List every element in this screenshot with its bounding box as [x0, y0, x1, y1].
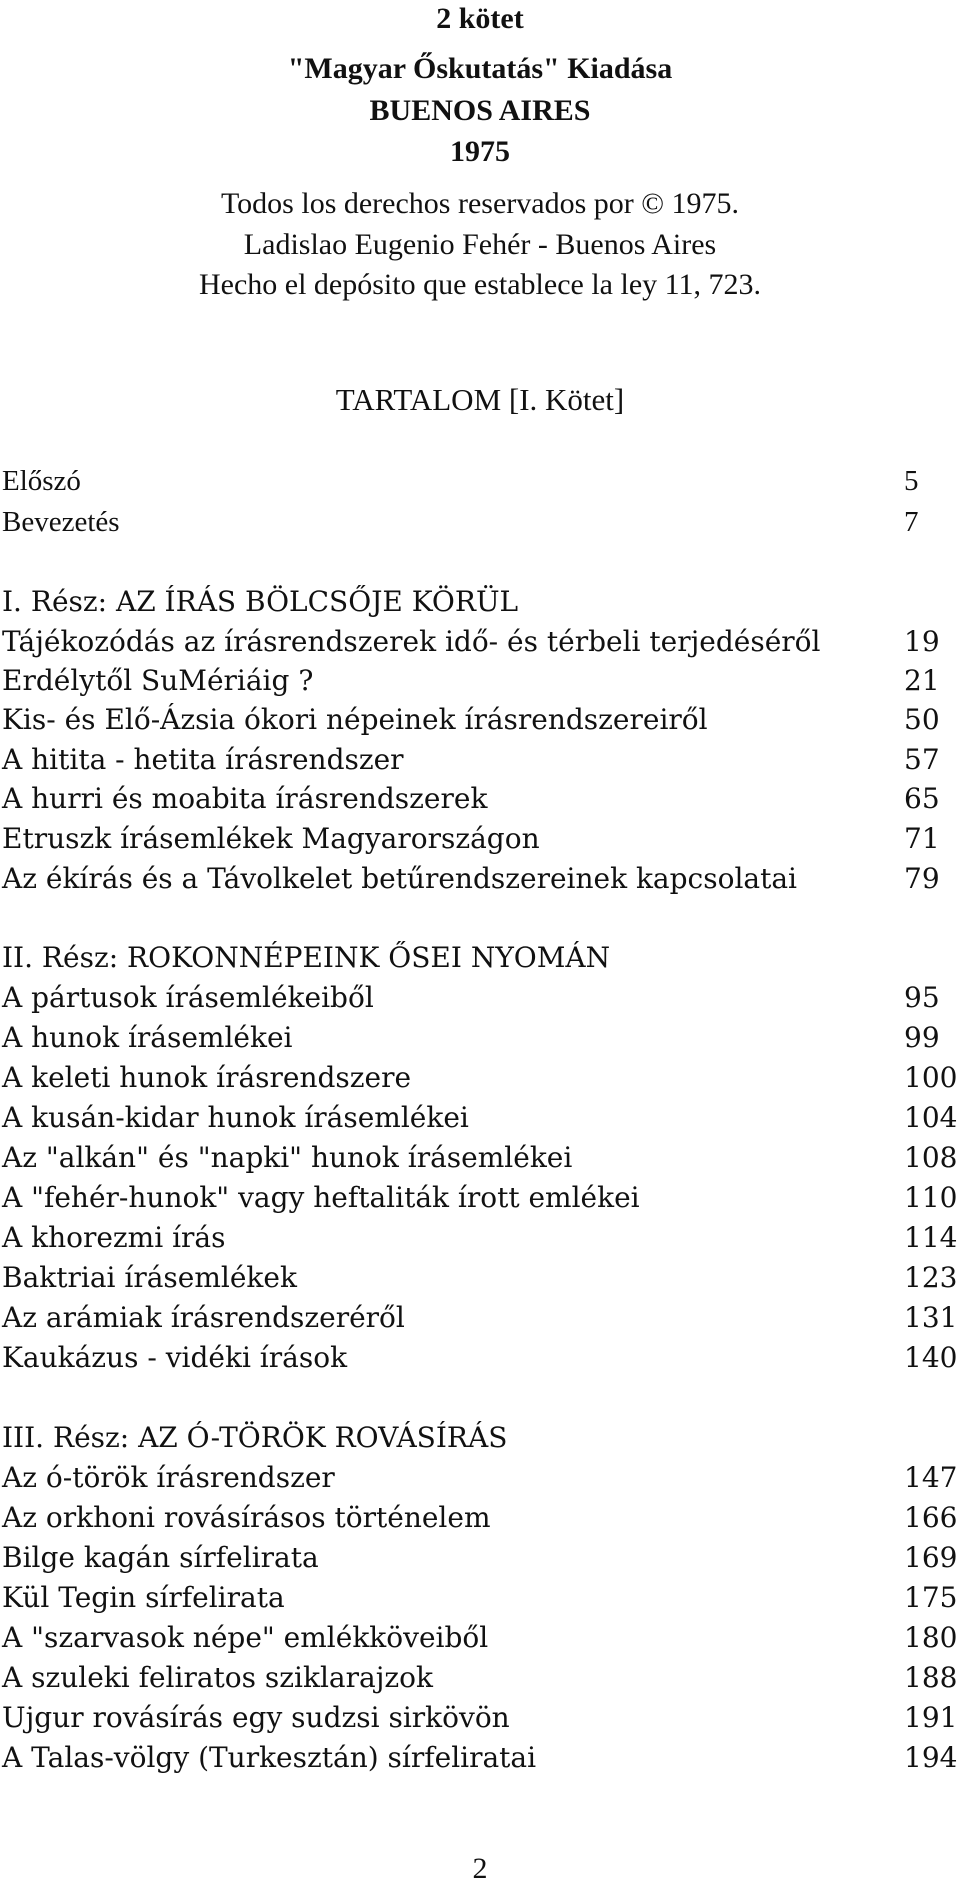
toc-title: TARTALOM [I. Kötet]: [335, 382, 625, 417]
toc-entry-title: A szuleki feliratos sziklarajzok: [2, 1661, 433, 1694]
toc-entry-title: Kül Tegin sírfelirata: [2, 1581, 285, 1614]
toc-entry-page: 131: [904, 1301, 958, 1334]
toc-entry-title: Erdélytől SuMériáig ?: [2, 664, 314, 697]
toc-row[interactable]: [0, 1578, 960, 1618]
toc-entry-title: Előszó: [2, 465, 81, 497]
toc-entry-page: 104: [904, 1101, 958, 1134]
toc-entry-title: A pártusok írásemlékeiből: [2, 981, 374, 1014]
volume-label: 2 kötet: [436, 2, 524, 35]
toc-entry-page: 79: [904, 862, 940, 895]
toc-row[interactable]: [0, 1498, 960, 1538]
toc-row[interactable]: [0, 1698, 960, 1738]
toc-entry-page: 108: [904, 1141, 958, 1174]
toc-entry-page: 191: [904, 1701, 958, 1734]
toc-row[interactable]: [0, 1738, 960, 1778]
toc-entry-title: Kaukázus - vidéki írások: [2, 1341, 348, 1374]
toc-entry-title: Az ó-török írásrendszer: [2, 1461, 335, 1494]
toc-entry-title: Az orkhoni rovásírásos történelem: [2, 1501, 491, 1534]
toc-entry-title: A khorezmi írás: [2, 1221, 226, 1254]
toc-row[interactable]: [0, 461, 960, 501]
year-line: 1975: [450, 135, 510, 168]
toc-entry-title: Etruszk írásemlékek Magyarországon: [2, 822, 540, 855]
city-line: BUENOS AIRES: [369, 94, 591, 127]
toc-entry-title: Kis- és Elő-Ázsia ókori népeinek írásrendszereiről: [2, 703, 708, 736]
toc-row[interactable]: [0, 1618, 960, 1658]
toc-entry-page: 99: [904, 1021, 940, 1054]
toc-entry-title: Az arámiak írásrendszeréről: [2, 1301, 405, 1334]
toc-entry-title: Bevezetés: [2, 506, 120, 538]
toc-entry-title: A "fehér-hunok" vagy heftaliták írott emlékei: [2, 1181, 640, 1214]
toc-entry-title: Az "alkán" és "napki" hunok írásemlékei: [2, 1141, 573, 1174]
toc-row[interactable]: [0, 1178, 960, 1218]
toc-entry-page: 50: [904, 703, 940, 736]
toc-entry-page: 114: [904, 1221, 958, 1254]
toc-entry-page: 194: [904, 1741, 958, 1774]
toc-row[interactable]: [0, 1338, 960, 1378]
toc-entry-page: 21: [904, 664, 940, 697]
toc-row[interactable]: [0, 1538, 960, 1578]
toc-row[interactable]: [0, 502, 960, 542]
toc-entry-title: Bilge kagán sírfelirata: [2, 1541, 319, 1574]
toc-entry-page: 175: [904, 1581, 958, 1614]
toc-row[interactable]: [0, 1258, 960, 1298]
page-number: 2: [472, 1852, 488, 1885]
toc-entry-page: 7: [904, 506, 919, 538]
toc-entry-page: 180: [904, 1621, 958, 1654]
toc-row[interactable]: [0, 661, 960, 701]
publisher-line: "Magyar Őskutatás" Kiadása: [287, 52, 673, 85]
toc-entry-title: A hitita - hetita írásrendszer: [2, 743, 404, 776]
toc-row[interactable]: [0, 1098, 960, 1138]
toc-entry-title: Baktriai írásemlékek: [2, 1261, 297, 1294]
toc-row[interactable]: [0, 819, 960, 859]
toc-row[interactable]: [0, 779, 960, 819]
toc-row[interactable]: [0, 1298, 960, 1338]
toc-entry-title: A keleti hunok írásrendszere: [2, 1061, 412, 1094]
toc-entry-page: 71: [904, 822, 940, 855]
toc-entry-page: 169: [904, 1541, 958, 1574]
toc-row[interactable]: [0, 1658, 960, 1698]
copyright-line-1: Todos los derechos reservados por © 1975.: [220, 187, 740, 220]
toc-entry-page: 5: [904, 465, 919, 497]
toc-row[interactable]: [0, 622, 960, 662]
toc-row[interactable]: [0, 1058, 960, 1098]
toc-row[interactable]: [0, 1458, 960, 1498]
toc-entry-title: A hunok írásemlékei: [2, 1021, 293, 1054]
toc-entry-page: 110: [904, 1181, 958, 1214]
part-1-heading: I. Rész: AZ ÍRÁS BÖLCSŐJE KÖRÜL: [2, 585, 519, 618]
part-3-heading: III. Rész: AZ Ó-TÖRÖK ROVÁSÍRÁS: [2, 1421, 508, 1454]
toc-entry-page: 100: [904, 1061, 958, 1094]
toc-entry-page: 140: [904, 1341, 958, 1374]
toc-entry-page: 123: [904, 1261, 958, 1294]
toc-entry-page: 147: [904, 1461, 958, 1494]
toc-entry-page: 65: [904, 782, 940, 815]
copyright-line-2: Ladislao Eugenio Fehér - Buenos Aires: [243, 228, 717, 261]
toc-row[interactable]: [0, 700, 960, 740]
toc-entry-title: A Talas-völgy (Turkesztán) sírfeliratai: [2, 1741, 537, 1774]
toc-entry-page: 57: [904, 743, 940, 776]
toc-row[interactable]: [0, 978, 960, 1018]
toc-entry-title: A hurri és moabita írásrendszerek: [2, 782, 488, 815]
toc-row[interactable]: [0, 1138, 960, 1178]
toc-row[interactable]: [0, 1018, 960, 1058]
toc-entry-title: Az ékírás és a Távolkelet betűrendszereinek kapcsolatai: [2, 862, 797, 895]
toc-entry-page: 188: [904, 1661, 958, 1694]
toc-entry-page: 95: [904, 981, 940, 1014]
toc-row[interactable]: [0, 740, 960, 780]
toc-row[interactable]: [0, 1218, 960, 1258]
toc-entry-title: A kusán-kidar hunok írásemlékei: [2, 1101, 469, 1134]
toc-entry-title: Tájékozódás az írásrendszerek idő- és térbeli terjedéséről: [2, 625, 821, 658]
part-2-heading: II. Rész: ROKONNÉPEINK ŐSEI NYOMÁN: [2, 941, 611, 974]
toc-row[interactable]: [0, 859, 960, 899]
toc-entry-title: Ujgur rovásírás egy sudzsi sirkövön: [2, 1701, 510, 1734]
copyright-line-3: Hecho el depósito que establece la ley 11, 723.: [198, 268, 762, 301]
toc-entry-title: A "szarvasok népe" emlékköveiből: [2, 1621, 489, 1654]
toc-entry-page: 166: [904, 1501, 958, 1534]
toc-entry-page: 19: [904, 625, 940, 658]
